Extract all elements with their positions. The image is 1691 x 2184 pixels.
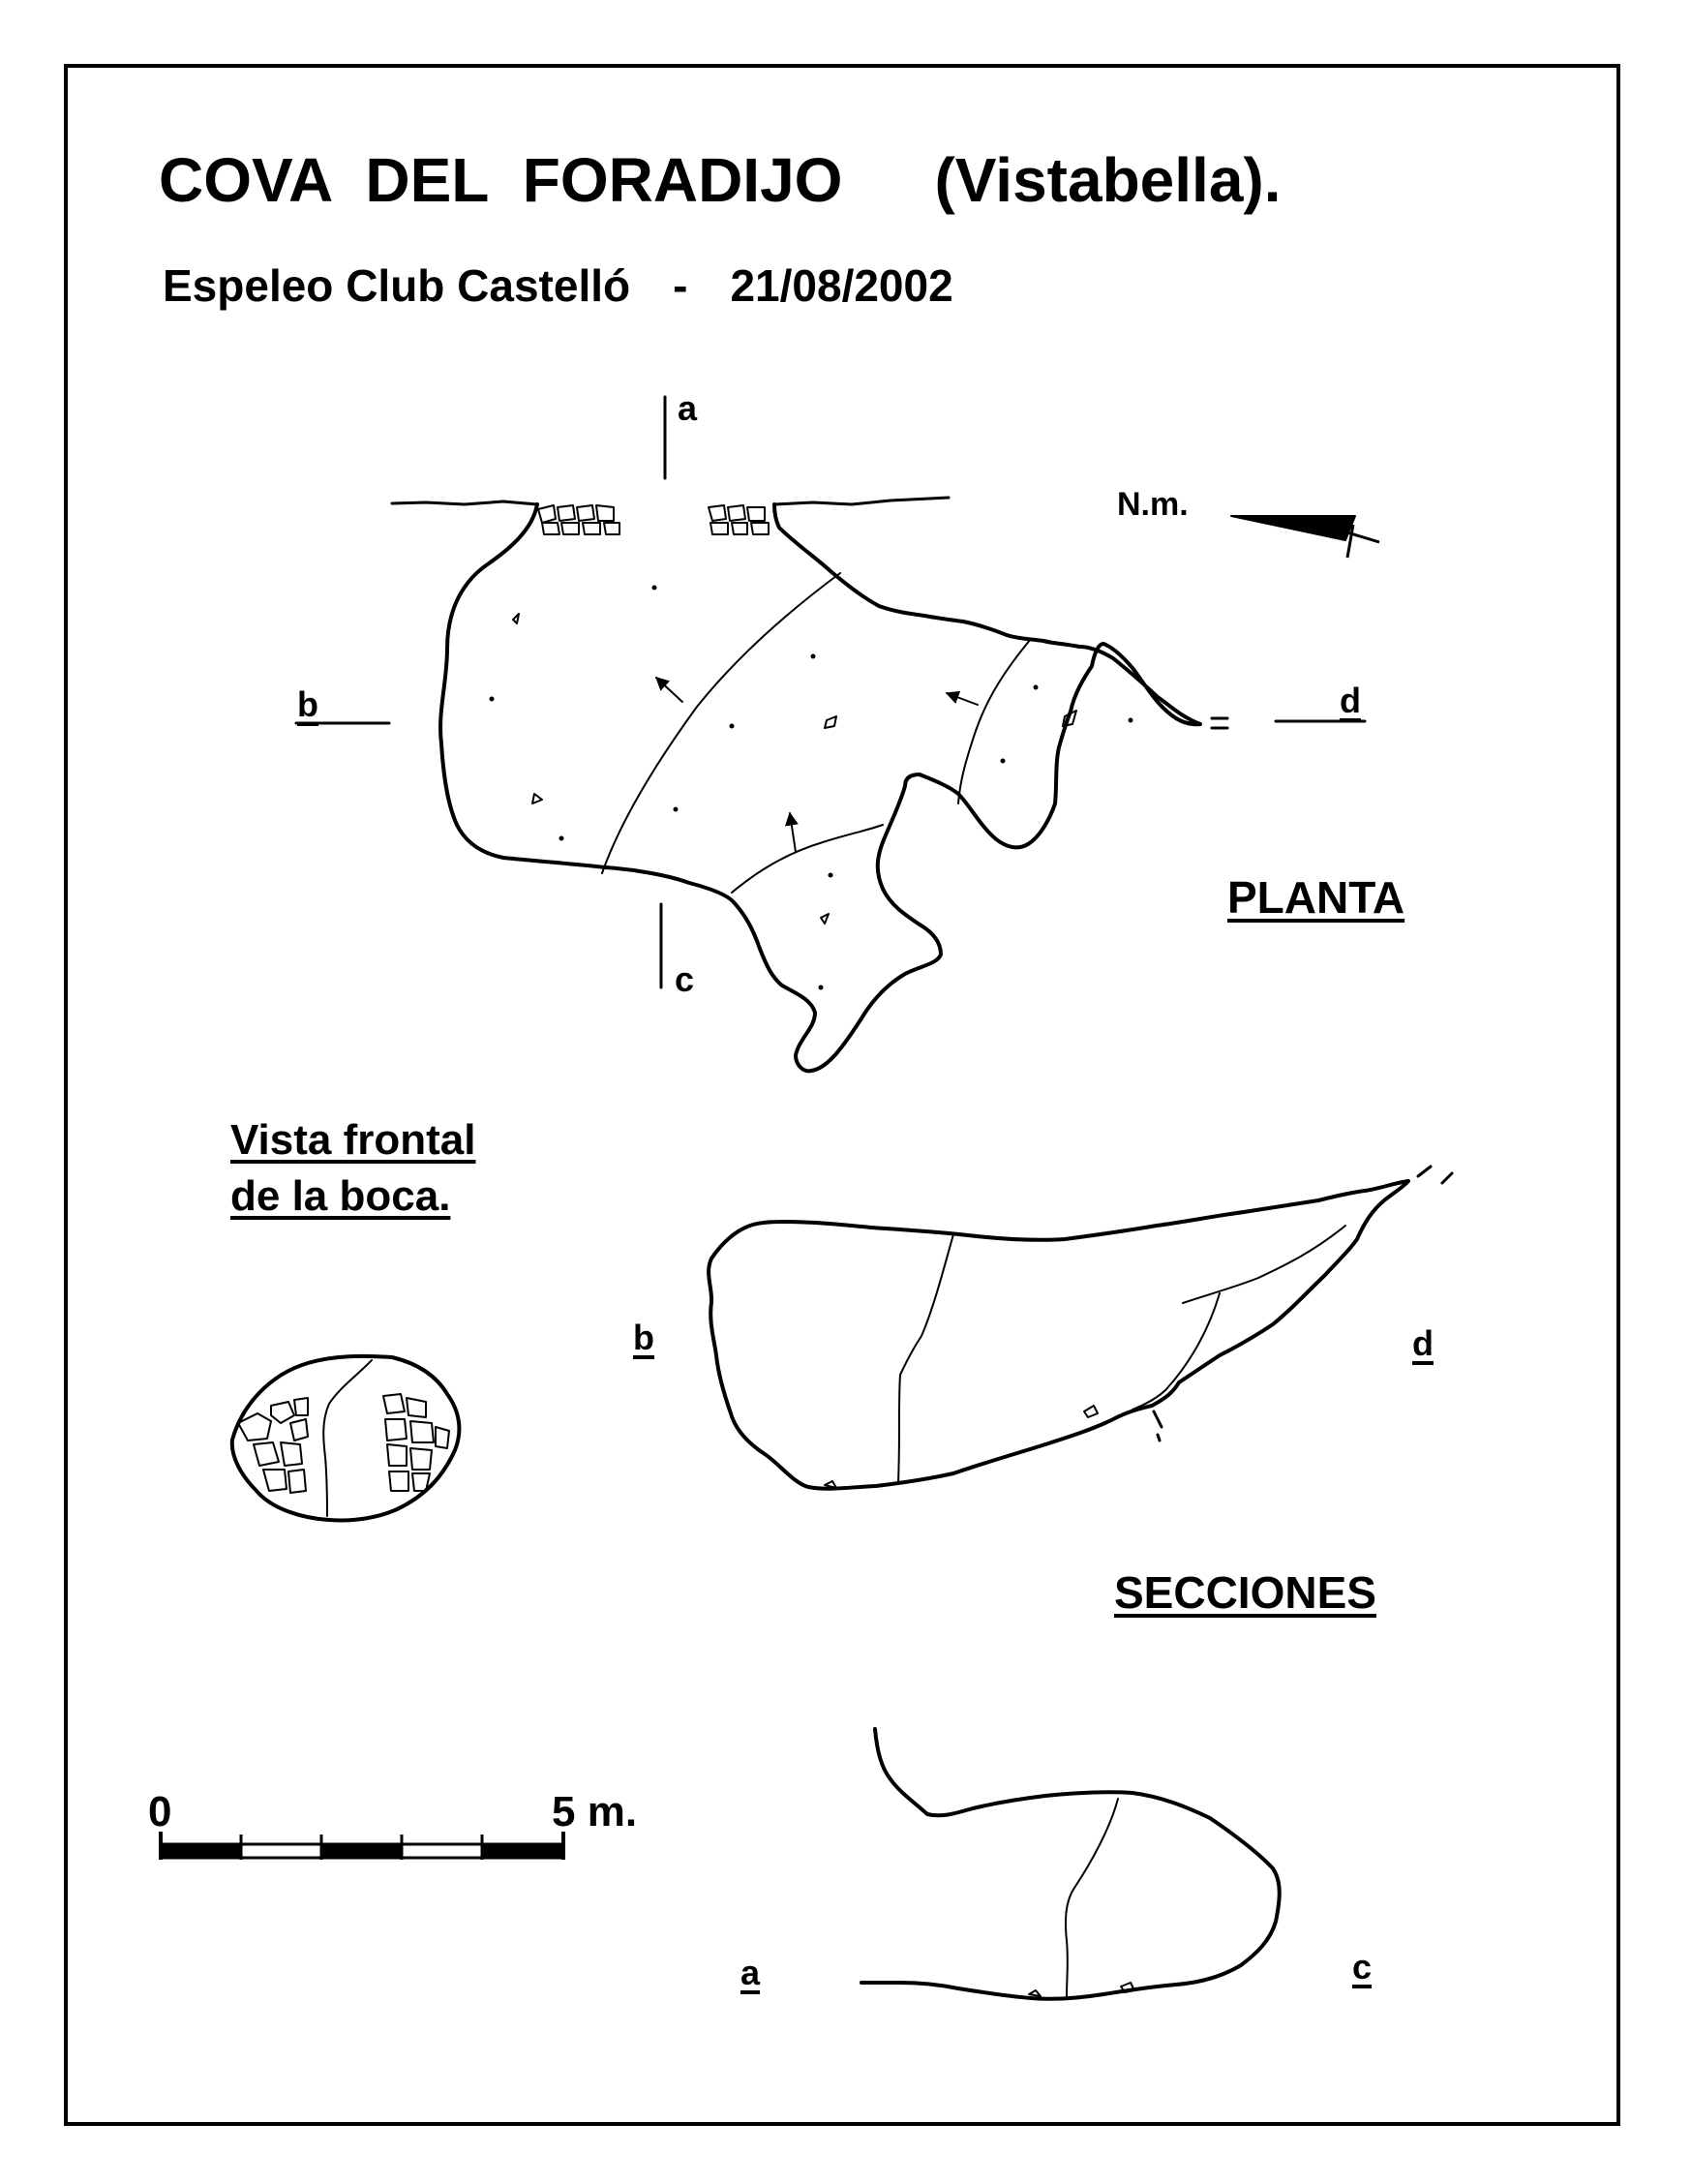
front-view-title-line1: Vista frontal — [230, 1116, 476, 1164]
plan-heading: PLANTA — [1227, 872, 1405, 923]
subtitle-separator: - — [673, 260, 688, 311]
scale-segment-1 — [161, 1844, 241, 1858]
front-view — [232, 1356, 460, 1521]
plan-boulder — [821, 914, 829, 924]
plan-boulder — [513, 614, 519, 623]
front-view-title-line2: de la boca. — [230, 1172, 451, 1220]
section-ac-outline — [861, 1729, 1280, 1999]
plan-entrance-rubble — [538, 505, 769, 534]
plan-ground-right — [774, 498, 949, 504]
scale-end-label: 5 m. — [552, 1788, 638, 1835]
section-ac — [861, 1729, 1280, 1999]
section-bd-continuation — [1418, 1167, 1452, 1183]
section-bd-floor-gap — [1154, 1411, 1162, 1441]
municipality: (Vistabella). — [934, 145, 1282, 215]
plan-arrow-2 — [947, 693, 978, 705]
section-bd-crack-2 — [1183, 1226, 1345, 1303]
plan-boulder — [825, 716, 836, 728]
plan-divider-2 — [958, 639, 1031, 804]
plan-view — [392, 498, 1200, 1071]
section-marker-a-label: a — [678, 388, 698, 428]
scale-bar — [161, 1832, 563, 1860]
north-label: N.m. — [1117, 486, 1189, 523]
section-ac-block-2 — [1121, 1983, 1134, 1992]
section-bd-outline — [709, 1181, 1408, 1489]
front-view-crack — [323, 1360, 372, 1516]
section-marker-b-label: b — [297, 684, 318, 724]
section-bd — [709, 1167, 1452, 1489]
plan-arrow-1 — [656, 678, 682, 702]
section-bd-block-1 — [1084, 1406, 1098, 1417]
section-ac-left-label: a — [740, 1953, 761, 1992]
plan-arrow-3 — [790, 813, 796, 852]
section-bd-right-label: d — [1412, 1323, 1434, 1363]
scale-segment-5 — [482, 1844, 563, 1858]
scale-segment-3 — [321, 1844, 402, 1858]
section-ac-block-1 — [1029, 1990, 1041, 1996]
section-marker-c-label: c — [675, 959, 695, 999]
plan-details — [513, 505, 1076, 924]
plan-divider-3 — [732, 825, 883, 893]
section-ac-right-label: c — [1352, 1947, 1373, 1987]
plan-divider-1 — [602, 573, 840, 873]
survey-date: 21/08/2002 — [730, 260, 953, 311]
section-bd-crack-3 — [1132, 1293, 1220, 1410]
scale-start-label: 0 — [148, 1788, 172, 1835]
plan-boulder — [532, 794, 542, 804]
section-bd-crack-1 — [898, 1234, 953, 1483]
section-marker-d-label: d — [1340, 681, 1361, 720]
north-arrow — [1231, 516, 1379, 558]
plan-ground-left — [392, 501, 537, 504]
section-markers — [296, 397, 1365, 987]
survey-club: Espeleo Club Castelló — [163, 260, 631, 311]
front-view-rubble-left — [238, 1398, 308, 1493]
sections-heading: SECCIONES — [1114, 1567, 1376, 1618]
cave-name: COVA DEL FORADIJO — [159, 145, 843, 215]
section-ac-crack — [1066, 1799, 1118, 1996]
section-bd-left-label: b — [633, 1318, 654, 1357]
plan-dots — [490, 586, 1133, 990]
